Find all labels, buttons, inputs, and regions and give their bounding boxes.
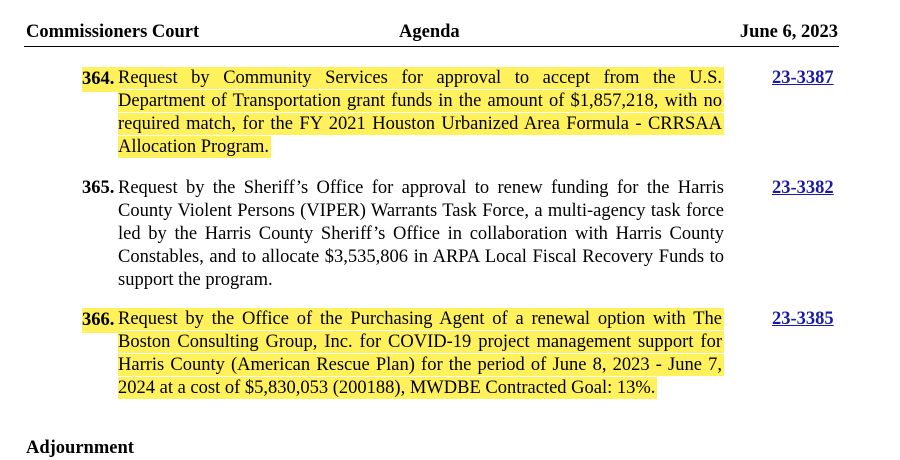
item-reference-link[interactable]: 23-3382 <box>772 178 834 198</box>
meeting-date: June 6, 2023 <box>739 22 838 42</box>
item-text: Request by Community Services for approval to accept from the U.S. Department of Transportation grant funds in the amount of $1,857,218, with no required match, for the FY 2021 Houston Urbanized Area Formula - CRRSAA Allocation Program. <box>118 68 722 157</box>
item-number: 366. <box>82 308 120 333</box>
item-reference-link[interactable]: 23-3385 <box>772 309 834 329</box>
item-text: Request by the Office of the Purchasing Agent of a renewal option with The Boston Consulting Group, Inc. for COVID-19 project management support for Harris County (American Rescue Plan) for the period of June 8, 2023 - June 7, 2024 at a cost of $5,830,053 (200188), MWDBE Contracted Goal: 13%. <box>118 309 722 398</box>
header-divider <box>24 46 839 47</box>
court-name: Commissioners Court <box>26 22 200 42</box>
item-text: Request by the Sheriff’s Office for approval to renew funding for the Harris County Violent Persons (VIPER) Warrants Task Force, a multi-agency task force led by the Harris County Sheriff’s Office in collaboration with Harris County Constables, and to allocate $3,535,806 in ARPA Local Fiscal Recovery Funds to support the program. <box>118 178 724 290</box>
item-description <box>118 177 724 292</box>
item-number: 364. <box>82 67 120 92</box>
item-description <box>118 67 724 159</box>
page-header <box>26 20 838 44</box>
item-number: 365. <box>82 178 115 198</box>
document-type: Agenda <box>399 22 460 42</box>
item-reference-link[interactable]: 23-3387 <box>772 68 834 88</box>
adjournment-heading: Adjournment <box>26 438 134 458</box>
item-description <box>118 308 724 400</box>
